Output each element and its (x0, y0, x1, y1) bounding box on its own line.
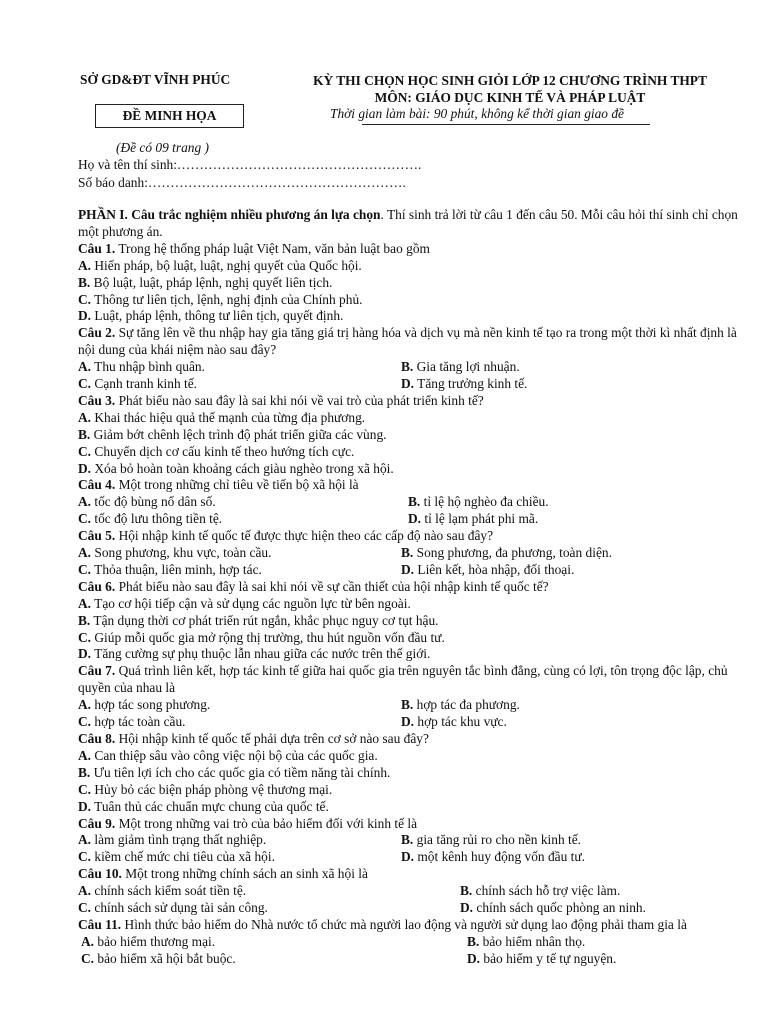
option (78, 410, 746, 427)
question-number: Câu 2. (78, 325, 116, 341)
question-text: Trong hệ thống pháp luật Việt Nam, văn bản luật bao gồm (115, 240, 430, 256)
exam-time: Thời gian làm bài: 90 phút, không kể thời gian giao đề (330, 106, 624, 121)
question-text: Một trong những vai trò của bảo hiểm đối với kinh tế là (115, 815, 418, 831)
option-text: hợp tác toàn cầu. (94, 714, 186, 730)
question-stem (78, 917, 746, 934)
option-label: D. (401, 561, 415, 577)
option-text: Bộ luật, luật, pháp lệnh, nghị quyết liên tịch. (93, 274, 333, 290)
option-label: A. (78, 257, 92, 273)
question-stem (78, 816, 746, 833)
option-text: Thỏa thuận, liên minh, hợp tác. (94, 561, 262, 577)
option-text: Hủy bỏ các biện pháp phòng vệ thương mại. (94, 781, 333, 797)
question-text: Một trong những chỉ tiêu về tiến bộ xã hội là (115, 477, 359, 493)
question-text: Phát biểu nào sau đây là sai khi nói về sự cần thiết của hội nhập kinh tế quốc tế? (115, 578, 549, 594)
option-text: bảo hiểm xã hội bắt buộc. (97, 950, 236, 966)
option (78, 427, 746, 444)
option-text: tốc độ lưu thông tiền tệ. (94, 511, 223, 527)
option-row (78, 697, 746, 714)
option-text: chính sách hỗ trợ việc làm. (475, 883, 621, 899)
option-label: C. (78, 849, 92, 865)
option-text: Hiến pháp, bộ luật, luật, nghị quyết của Quốc hội. (94, 257, 362, 273)
option-label: C. (81, 950, 95, 966)
option-text: hợp tác đa phương. (416, 697, 520, 713)
option-row (78, 934, 746, 951)
question-number: Câu 11. (78, 916, 122, 932)
option-text: Song phương, khu vực, toàn cầu. (94, 545, 272, 561)
option-label: D. (467, 950, 481, 966)
minh-hoa-badge: ĐỀ MINH HỌA (95, 104, 244, 128)
option-label: A. (78, 697, 92, 713)
option-text: tốc độ bùng nổ dân số. (94, 494, 216, 510)
option (78, 596, 746, 613)
option-label: D. (401, 714, 415, 730)
option-text: gia tăng rủi ro cho nền kinh tế. (416, 832, 582, 848)
option-label: C. (78, 511, 92, 527)
option-label: A. (78, 494, 92, 510)
question-stem (78, 477, 746, 494)
question-stem (78, 731, 746, 748)
option-label: B. (78, 764, 91, 780)
option-text: chính sách kiểm soát tiền tệ. (94, 883, 247, 899)
question-stem (78, 866, 746, 883)
option (78, 782, 746, 799)
option-label: D. (78, 460, 92, 476)
option-row (78, 849, 746, 866)
option-text: tỉ lệ hộ nghèo đa chiều. (423, 494, 549, 510)
option-text: Liên kết, hòa nhập, đối thoại. (417, 561, 575, 577)
question-stem (78, 393, 746, 410)
option (78, 308, 746, 325)
option-label: D. (78, 646, 92, 662)
option-text: Thông tư liên tịch, lệnh, nghị định của Chính phủ. (94, 291, 363, 307)
question-stem (78, 241, 746, 258)
question-stem (78, 325, 746, 359)
candidate-name-line: Họ và tên thí sinh:………………………………………………. (78, 157, 422, 172)
option-label: D. (78, 798, 92, 814)
option-label: D. (78, 308, 92, 324)
option-label: A. (78, 359, 92, 375)
option-label: D. (408, 511, 422, 527)
option-text: Can thiệp sâu vào công việc nội bộ của các quốc gia. (94, 747, 378, 763)
option (78, 630, 746, 647)
option-text: Thu nhập bình quân. (94, 359, 205, 375)
option-row (78, 545, 746, 562)
option-row (78, 900, 746, 917)
question-number: Câu 1. (78, 240, 116, 256)
question-stem (78, 528, 746, 545)
option-label: B. (78, 426, 91, 442)
option-text: hợp tác khu vực. (417, 714, 507, 730)
option-text: hợp tác song phương. (94, 697, 211, 713)
option (78, 799, 746, 816)
option-row (78, 951, 746, 968)
question-text: Hình thức bảo hiểm do Nhà nước tổ chức mà người lao động và người sử dụng lao động phải tham gia là (121, 916, 687, 932)
option-label: B. (467, 933, 480, 949)
option-label: A. (78, 545, 92, 561)
option-label: D. (401, 376, 415, 392)
part-title: PHẦN I. Câu trắc nghiệm nhiều phương án lựa chọn (78, 207, 381, 222)
option-row (78, 494, 746, 511)
option-label: A. (78, 832, 92, 848)
question-text: Phát biểu nào sau đây là sai khi nói về vai trò của phát triển kinh tế? (115, 392, 484, 408)
option-row (78, 562, 746, 579)
question-number: Câu 7. (78, 663, 116, 679)
option (78, 461, 746, 478)
option-label: C. (78, 443, 92, 459)
option-text: Tuân thủ các chuẩn mực chung của quốc tế. (94, 798, 329, 814)
question-text: Hội nhập kinh tế quốc tế được thực hiện theo các cấp độ nào sau đây? (115, 528, 494, 544)
option-row (78, 714, 746, 731)
option-label: C. (78, 714, 92, 730)
question-text: Sự tăng lên về thu nhập hay gia tăng giá trị hàng hóa và dịch vụ mà nền kinh tế tạo ra trong một thời kì nhất định là nội dung của khái niệm nào sau đây? (78, 325, 737, 358)
option-label: B. (401, 832, 414, 848)
option-label: A. (81, 933, 95, 949)
option-text: một kênh huy động vốn đầu tư. (417, 849, 585, 865)
option-label: C. (78, 899, 92, 915)
option-label: D. (401, 849, 415, 865)
part-instruction: . Thí sinh trả lời từ câu 1 đến câu 50. Mỗi câu hỏi thí sinh chỉ chọn một phương án. (78, 207, 738, 239)
option-text: chính sách quốc phòng an ninh. (476, 899, 646, 915)
question-stem (78, 579, 746, 596)
option-label: D. (460, 899, 474, 915)
option-text: Ưu tiên lợi ích cho các quốc gia có tiềm năng tài chính. (93, 764, 391, 780)
option-text: Giảm bớt chênh lệch trình độ phát triển giữa các vùng. (93, 426, 387, 442)
option-row (78, 832, 746, 849)
option-text: bảo hiểm thương mại. (97, 933, 216, 949)
option-label: A. (78, 409, 92, 425)
option-text: chính sách sử dụng tài sản công. (94, 899, 268, 915)
option-label: A. (78, 747, 92, 763)
option-label: B. (460, 883, 473, 899)
option-label: B. (78, 612, 91, 628)
option-text: bảo hiểm y tế tự nguyện. (483, 950, 617, 966)
option-row (78, 376, 746, 393)
page-count: (Đề có 09 trang ) (116, 140, 209, 155)
question-number: Câu 9. (78, 815, 116, 831)
part-heading (78, 207, 746, 241)
question-number: Câu 4. (78, 477, 116, 493)
question-number: Câu 3. (78, 392, 116, 408)
question-text: Quá trình liên kết, hợp tác kinh tế giữa hai quốc gia trên nguyên tắc bình đẳng, cùng có lợi, tôn trọng độc lập, chủ quyền của nhau là (78, 663, 728, 696)
option-text: tỉ lệ lạm phát phi mã. (424, 511, 539, 527)
option-row (78, 511, 746, 528)
option (78, 765, 746, 782)
option (78, 646, 746, 663)
question-text: Một trong những chính sách an sinh xã hội là (121, 866, 368, 882)
option-text: bảo hiểm nhân thọ. (482, 933, 586, 949)
question-number: Câu 6. (78, 578, 116, 594)
option-text: Chuyển dịch cơ cấu kinh tế theo hướng tích cực. (94, 443, 355, 459)
option-text: làm giảm tình trạng thất nghiệp. (94, 832, 267, 848)
exam-title: KỲ THI CHỌN HỌC SINH GIỎI LỚP 12 CHƯƠNG TRÌNH THPT (313, 73, 707, 88)
question-number: Câu 10. (78, 866, 122, 882)
option-text: Tận dụng thời cơ phát triển rút ngắn, khắc phục nguy cơ tụt hậu. (93, 612, 439, 628)
option-label: B. (401, 545, 414, 561)
header-underline (362, 124, 650, 125)
option (78, 444, 746, 461)
exam-title-block (275, 72, 745, 106)
option-label: B. (401, 359, 414, 375)
option-text: Gia tăng lợi nhuận. (416, 359, 520, 375)
option-label: C. (78, 561, 92, 577)
option (78, 275, 746, 292)
option-text: Xóa bỏ hoàn toàn khoảng cách giàu nghèo trong xã hội. (94, 460, 394, 476)
option-text: kiềm chế mức chi tiêu của xã hội. (94, 849, 275, 865)
option-label: C. (78, 376, 92, 392)
option-text: Cạnh tranh kinh tế. (94, 376, 198, 392)
option-text: Khai thác hiệu quả thế mạnh của từng địa phương. (94, 409, 366, 425)
option-text: Tạo cơ hội tiếp cận và sử dụng các nguồn lực từ bên ngoài. (94, 595, 411, 611)
option-text: Tăng cường sự phụ thuộc lẫn nhau giữa các nước trên thế giới. (94, 646, 431, 662)
option (78, 292, 746, 309)
option-row (78, 883, 746, 900)
option-label: A. (78, 595, 92, 611)
option-text: Song phương, đa phương, toàn diện. (416, 545, 612, 561)
question-stem (78, 663, 746, 697)
option-label: B. (401, 697, 414, 713)
option-row (78, 359, 746, 376)
option (78, 748, 746, 765)
option-text: Giúp mỗi quốc gia mở rộng thị trường, thu hút nguồn vốn đầu tư. (94, 629, 445, 645)
option-label: C. (78, 629, 92, 645)
question-number: Câu 8. (78, 730, 116, 746)
subject-title: MÔN: GIÁO DỤC KINH TẾ VÀ PHÁP LUẬT (374, 90, 646, 105)
option-text: Tăng trưởng kinh tế. (417, 376, 528, 392)
candidate-id-line: Số báo danh:…………………………………………………. (78, 175, 406, 190)
question-text: Hội nhập kinh tế quốc tế phải dựa trên cơ sở nào sau đây? (115, 730, 429, 746)
question-number: Câu 5. (78, 528, 116, 544)
option-label: B. (408, 494, 421, 510)
option (78, 613, 746, 630)
option-label: C. (78, 781, 92, 797)
header-org: SỞ GD&ĐT VĨNH PHÚC (80, 72, 231, 87)
option-label: A. (78, 883, 92, 899)
option-label: C. (78, 291, 92, 307)
option (78, 258, 746, 275)
option-label: B. (78, 274, 91, 290)
exam-body (78, 207, 746, 968)
option-text: Luật, pháp lệnh, thông tư liên tịch, quyết định. (94, 308, 344, 324)
